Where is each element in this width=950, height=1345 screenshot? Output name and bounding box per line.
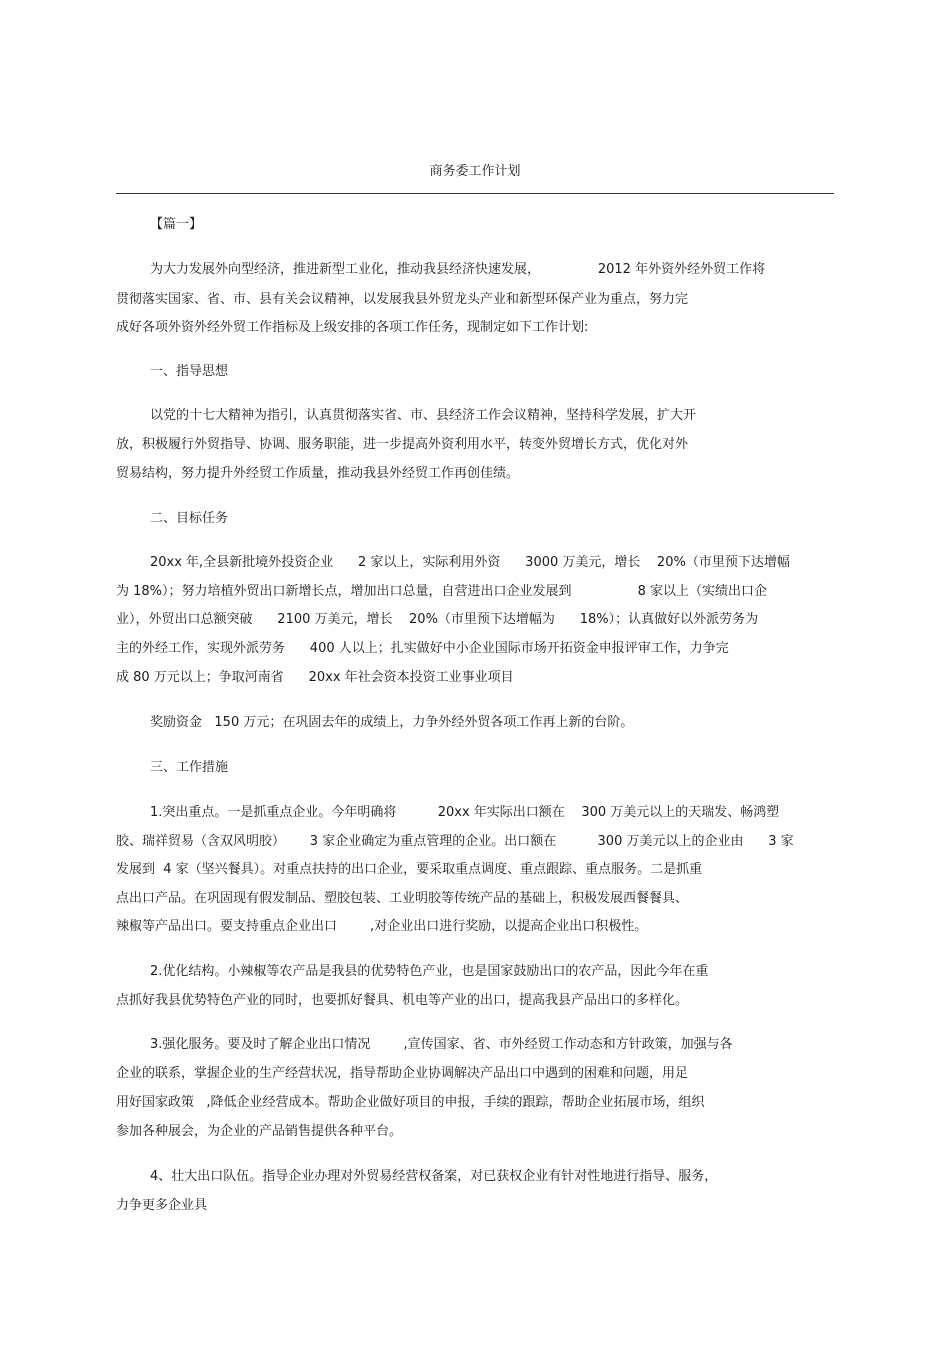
text-line: 为大力发展外向型经济，推进新型工业化，推动我县经济快速发展， 2012 年外资外经外贸工作将 bbox=[150, 262, 766, 277]
text-line: 以党的十七大精神为指引，认真贯彻落实省、市、县经济工作会议精神，坚持科学发展，扩大开 bbox=[150, 408, 697, 423]
text-line: 奖励资金 150 万元；在巩固去年的成绩上，力争外经外贸各项工作再上新的台阶。 bbox=[150, 715, 634, 730]
text-line: 20xx 年,全县新批境外投资企业 2 家以上，实际利用外资 3000 万美元，增长 20%（市里预下达增幅 bbox=[150, 555, 790, 570]
text-line: 1.突出重点。一是抓重点企业。今年明确将 20xx 年实际出口额在 300 万美元以上的天瑞发、畅鸿塑 bbox=[150, 805, 780, 820]
text-line: 2.优化结构。小辣椒等农产品是我县的优势特色产业，也是国家鼓励出口的农产品，因此今年在重 bbox=[150, 964, 709, 979]
section-heading: 三、工作措施 bbox=[150, 760, 229, 775]
text-line: 3.强化服务。要及时了解企业出口情况 ,宣传国家、省、市外经贸工作动态和方针政策，加强与各 bbox=[150, 1037, 733, 1052]
section-heading: 一、指导思想 bbox=[150, 364, 229, 379]
text-line: 发展到 4 家（坚兴餐具）。对重点扶持的出口企业，要采取重点调度、重点跟踪、重点服务。二是抓重 bbox=[116, 862, 703, 877]
section-heading: 二、目标任务 bbox=[150, 511, 229, 526]
text-line: 企业的联系，掌握企业的生产经营状况，指导帮助企业协调解决产品出口中遇到的困难和问题，用足 bbox=[116, 1066, 689, 1081]
text-line: 辣椒等产品出口。要支持重点企业出口 ,对企业出口进行奖励，以提高企业出口积极性。 bbox=[116, 919, 648, 934]
text-line: 业），外贸出口总额突破 2100 万美元，增长 20%（市里预下达增幅为 18%）；认真做好以外派劳务为 bbox=[116, 612, 759, 627]
text-line: 点抓好我县优势特色产业的同时，也要抓好餐具、机电等产业的出口，提高我县产品出口的多样化。 bbox=[116, 993, 689, 1008]
text-line: 点出口产品。在巩固现有假发制品、塑胶包装、工业明胶等传统产品的基础上，积极发展西餐餐具、 bbox=[116, 891, 689, 906]
text-line: 主的外经工作，实现外派劳务 400 人以上；扎实做好中小企业国际市场开拓资金申报评审工作，力争完 bbox=[116, 641, 729, 656]
text-line: 胶、瑞祥贸易（含双风明胶） 3 家企业确定为重点管理的企业。出口额在 300 万美元以上的企业由 3 家 bbox=[116, 834, 794, 849]
document-title: 商务委工作计划 bbox=[429, 164, 521, 179]
text-line: 贸易结构，努力提升外经贸工作质量，推动我县外经贸工作再创佳绩。 bbox=[116, 466, 520, 481]
text-line: 力争更多企业具 bbox=[116, 1198, 208, 1213]
text-line: 成 80 万元以上；争取河南省 20xx 年社会资本投资工业事业项目 bbox=[116, 670, 514, 685]
title-divider bbox=[116, 193, 834, 194]
section-label: 【篇一】 bbox=[150, 217, 203, 232]
text-line: 放，积极履行外贸指导、协调、服务职能，进一步提高外资利用水平，转变外贸增长方式，优化对外 bbox=[116, 437, 689, 452]
text-line: 成好各项外资外经外贸工作指标及上级安排的各项工作任务，现制定如下工作计划: bbox=[116, 320, 589, 335]
text-line: 贯彻落实国家、省、市、县有关会议精神，以发展我县外贸龙头产业和新型环保产业为重点，努力完 bbox=[116, 292, 689, 307]
text-line: 4、壮大出口队伍。指导企业办理对外贸易经营权备案，对已获权企业有针对性地进行指导、服务， bbox=[150, 1169, 718, 1184]
text-line: 用好国家政策 ,降低企业经营成本。帮助企业做好项目的申报，手续的跟踪，帮助企业拓展市场，组织 bbox=[116, 1095, 705, 1110]
text-line: 为 18%）；努力培植外贸出口新增长点，增加出口总量，自营进出口企业发展到 8 家以上（实绩出口企 bbox=[116, 584, 768, 599]
text-line: 参加各种展会，为企业的产品销售提供各种平台。 bbox=[116, 1124, 403, 1139]
